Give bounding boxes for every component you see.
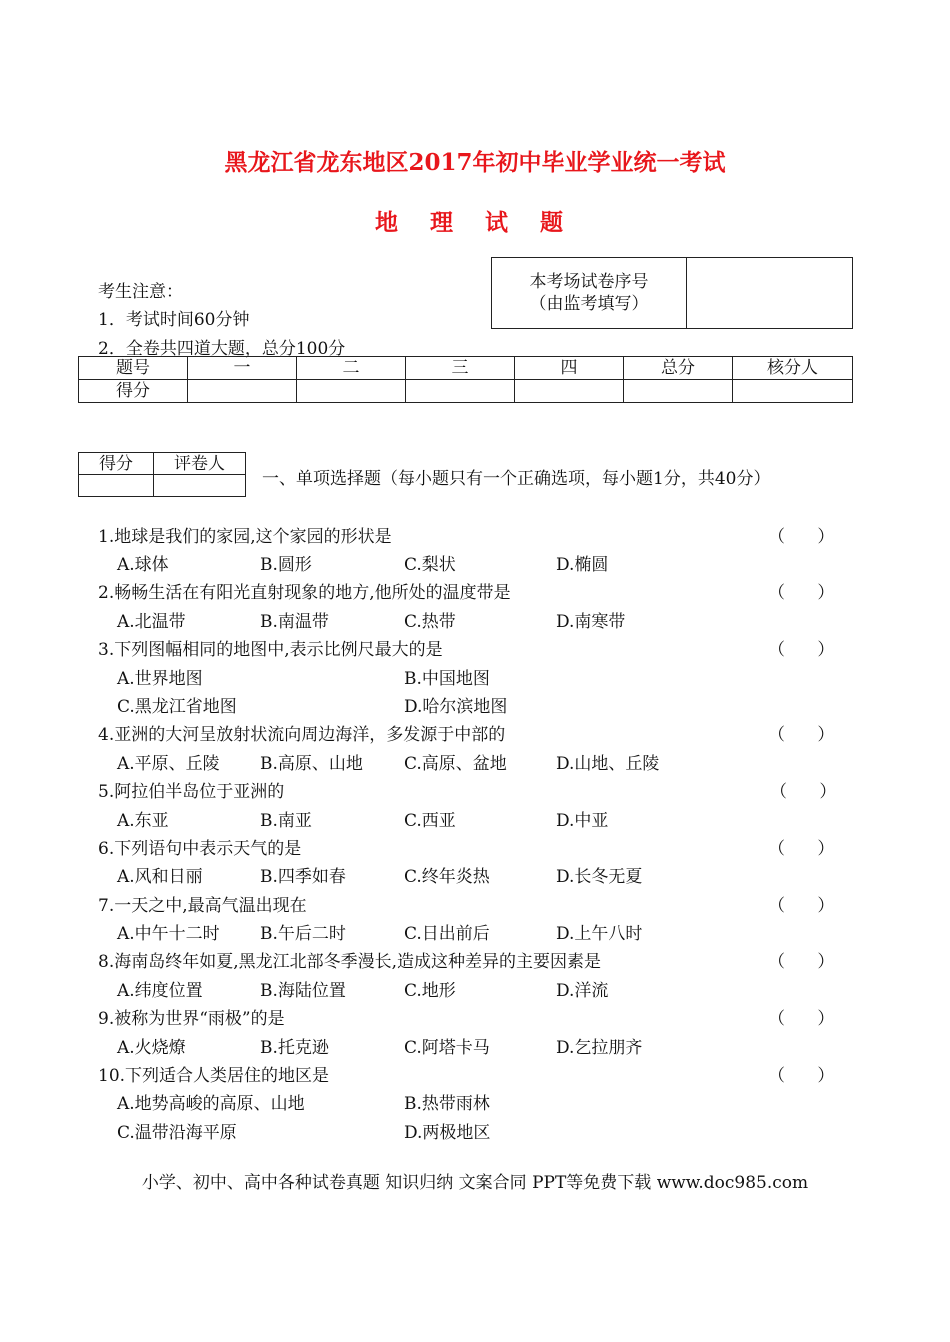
score-cell[interactable]: [624, 380, 733, 403]
option-b: B.热带雨林: [404, 1094, 490, 1114]
question-stem: 9.被称为世界“雨极”的是: [98, 1009, 285, 1029]
option-a: A.平原、丘陵: [117, 754, 220, 774]
score-header-cell: 二: [297, 357, 406, 380]
option-b: B.四季如春: [260, 867, 346, 887]
option-d: D.上午八时: [556, 924, 643, 944]
score-table-score-row: [79, 380, 853, 403]
question-stem: 4.亚洲的大河呈放射状流向周边海洋，多发源于中部的: [98, 725, 506, 745]
option-c: C.终年炎热: [404, 867, 490, 887]
option-d: D.椭圆: [556, 555, 609, 575]
answer-paren[interactable]: （ ）: [768, 896, 835, 916]
option-b: B.海陆位置: [260, 981, 346, 1001]
answer-paren[interactable]: （ ）: [768, 1009, 835, 1029]
option-c: C.梨状: [404, 555, 456, 575]
option-c: C.高原、盆地: [404, 754, 507, 774]
score-row-label: 得分: [79, 380, 188, 403]
option-c: C.温带沿海平原: [117, 1123, 237, 1143]
question-stem: 5.阿拉伯半岛位于亚洲的: [98, 782, 285, 802]
option-c: C.西亚: [404, 811, 456, 831]
question-stem: 7.一天之中,最高气温出现在: [98, 896, 307, 916]
serial-label-line1: 本考场试卷序号: [529, 272, 649, 292]
grader-header-score: 得分: [79, 453, 154, 475]
answer-paren[interactable]: （ ）: [770, 782, 837, 802]
option-b: B.中国地图: [404, 669, 490, 689]
answer-paren[interactable]: （ ）: [768, 640, 835, 660]
option-b: B.高原、山地: [260, 754, 363, 774]
score-header-cell: 题号: [79, 357, 188, 380]
exam-subtitle: 地 理 试 题: [374, 209, 576, 236]
option-d: D.山地、丘陵: [556, 754, 660, 774]
option-a: A.世界地图: [117, 669, 203, 689]
score-header-cell: 一: [188, 357, 297, 380]
score-cell[interactable]: [733, 380, 853, 403]
question-stem: 3.下列图幅相同的地图中,表示比例尺最大的是: [98, 640, 443, 660]
option-d: D.两极地区: [404, 1123, 491, 1143]
option-a: A.火烧燎: [117, 1038, 186, 1058]
serial-label-line2: （由监考填写）: [529, 294, 649, 314]
question-stem: 6.下列语句中表示天气的是: [98, 839, 302, 859]
score-cell[interactable]: [297, 380, 406, 403]
answer-paren[interactable]: （ ）: [768, 725, 835, 745]
option-d: D.洋流: [556, 981, 609, 1001]
question-stem: 2.畅畅生活在有阳光直射现象的地方,他所处的温度带是: [98, 583, 511, 603]
option-d: D.乞拉朋齐: [556, 1038, 643, 1058]
answer-paren[interactable]: （ ）: [768, 952, 835, 972]
score-header-cell: 三: [406, 357, 515, 380]
section-heading: 一、单项选择题（每小题只有一个正确选项，每小题1分，共40分）: [262, 469, 771, 489]
option-d: D.中亚: [556, 811, 609, 831]
grader-table: [78, 452, 246, 497]
serial-number-box: [491, 257, 853, 329]
score-cell[interactable]: [188, 380, 297, 403]
option-b: B.托克逊: [260, 1038, 329, 1058]
question-stem: 8.海南岛终年如夏,黑龙江北部冬季漫长,造成这种差异的主要因素是: [98, 952, 602, 972]
question-stem: 1.地球是我们的家园,这个家园的形状是: [98, 527, 392, 547]
option-a: A.东亚: [117, 811, 169, 831]
answer-paren[interactable]: （ ）: [768, 839, 835, 859]
option-c: C.日出前后: [404, 924, 490, 944]
notice-heading: 考生注意：: [98, 282, 183, 302]
score-table: [78, 356, 853, 403]
option-a: A.纬度位置: [117, 981, 203, 1001]
grader-header-grader: 评卷人: [154, 453, 246, 475]
answer-paren[interactable]: （ ）: [768, 583, 835, 603]
option-d: D.长冬无夏: [556, 867, 643, 887]
answer-paren[interactable]: （ ）: [768, 527, 835, 547]
answer-paren[interactable]: （ ）: [768, 1066, 835, 1086]
score-header-cell: 核分人: [733, 357, 853, 380]
exam-title: 黑龙江省龙东地区2017年初中毕业学业统一考试: [224, 149, 726, 176]
option-c: C.阿塔卡马: [404, 1038, 490, 1058]
option-a: A.北温带: [117, 612, 186, 632]
option-b: B.南温带: [260, 612, 329, 632]
option-a: A.中午十二时: [117, 924, 220, 944]
option-b: B.南亚: [260, 811, 312, 831]
option-c: C.热带: [404, 612, 456, 632]
notice-item-time: 1．考试时间60分钟: [98, 310, 250, 330]
grader-name-cell[interactable]: [154, 475, 246, 497]
question-stem: 10.下列适合人类居住的地区是: [98, 1066, 330, 1086]
option-d: D.哈尔滨地图: [404, 697, 508, 717]
score-header-cell: 总分: [624, 357, 733, 380]
option-a: A.球体: [117, 555, 169, 575]
serial-number-field[interactable]: [687, 258, 853, 329]
footer-advert: 小学、初中、高中各种试卷真题 知识归纳 文案合同 PPT等免费下载 www.doc985.com: [141, 1173, 809, 1193]
score-table-header-row: [79, 357, 853, 380]
option-a: A.风和日丽: [117, 867, 203, 887]
score-cell[interactable]: [515, 380, 624, 403]
option-c: C.黑龙江省地图: [117, 697, 237, 717]
notice-item-score: 2．全卷共四道大题，总分100分: [98, 339, 346, 359]
option-c: C.地形: [404, 981, 456, 1001]
option-b: B.圆形: [260, 555, 312, 575]
option-d: D.南寒带: [556, 612, 626, 632]
grader-score-cell[interactable]: [79, 475, 154, 497]
score-cell[interactable]: [406, 380, 515, 403]
score-header-cell: 四: [515, 357, 624, 380]
option-a: A.地势高峻的高原、山地: [117, 1094, 305, 1114]
option-b: B.午后二时: [260, 924, 346, 944]
serial-number-label: [492, 258, 687, 329]
